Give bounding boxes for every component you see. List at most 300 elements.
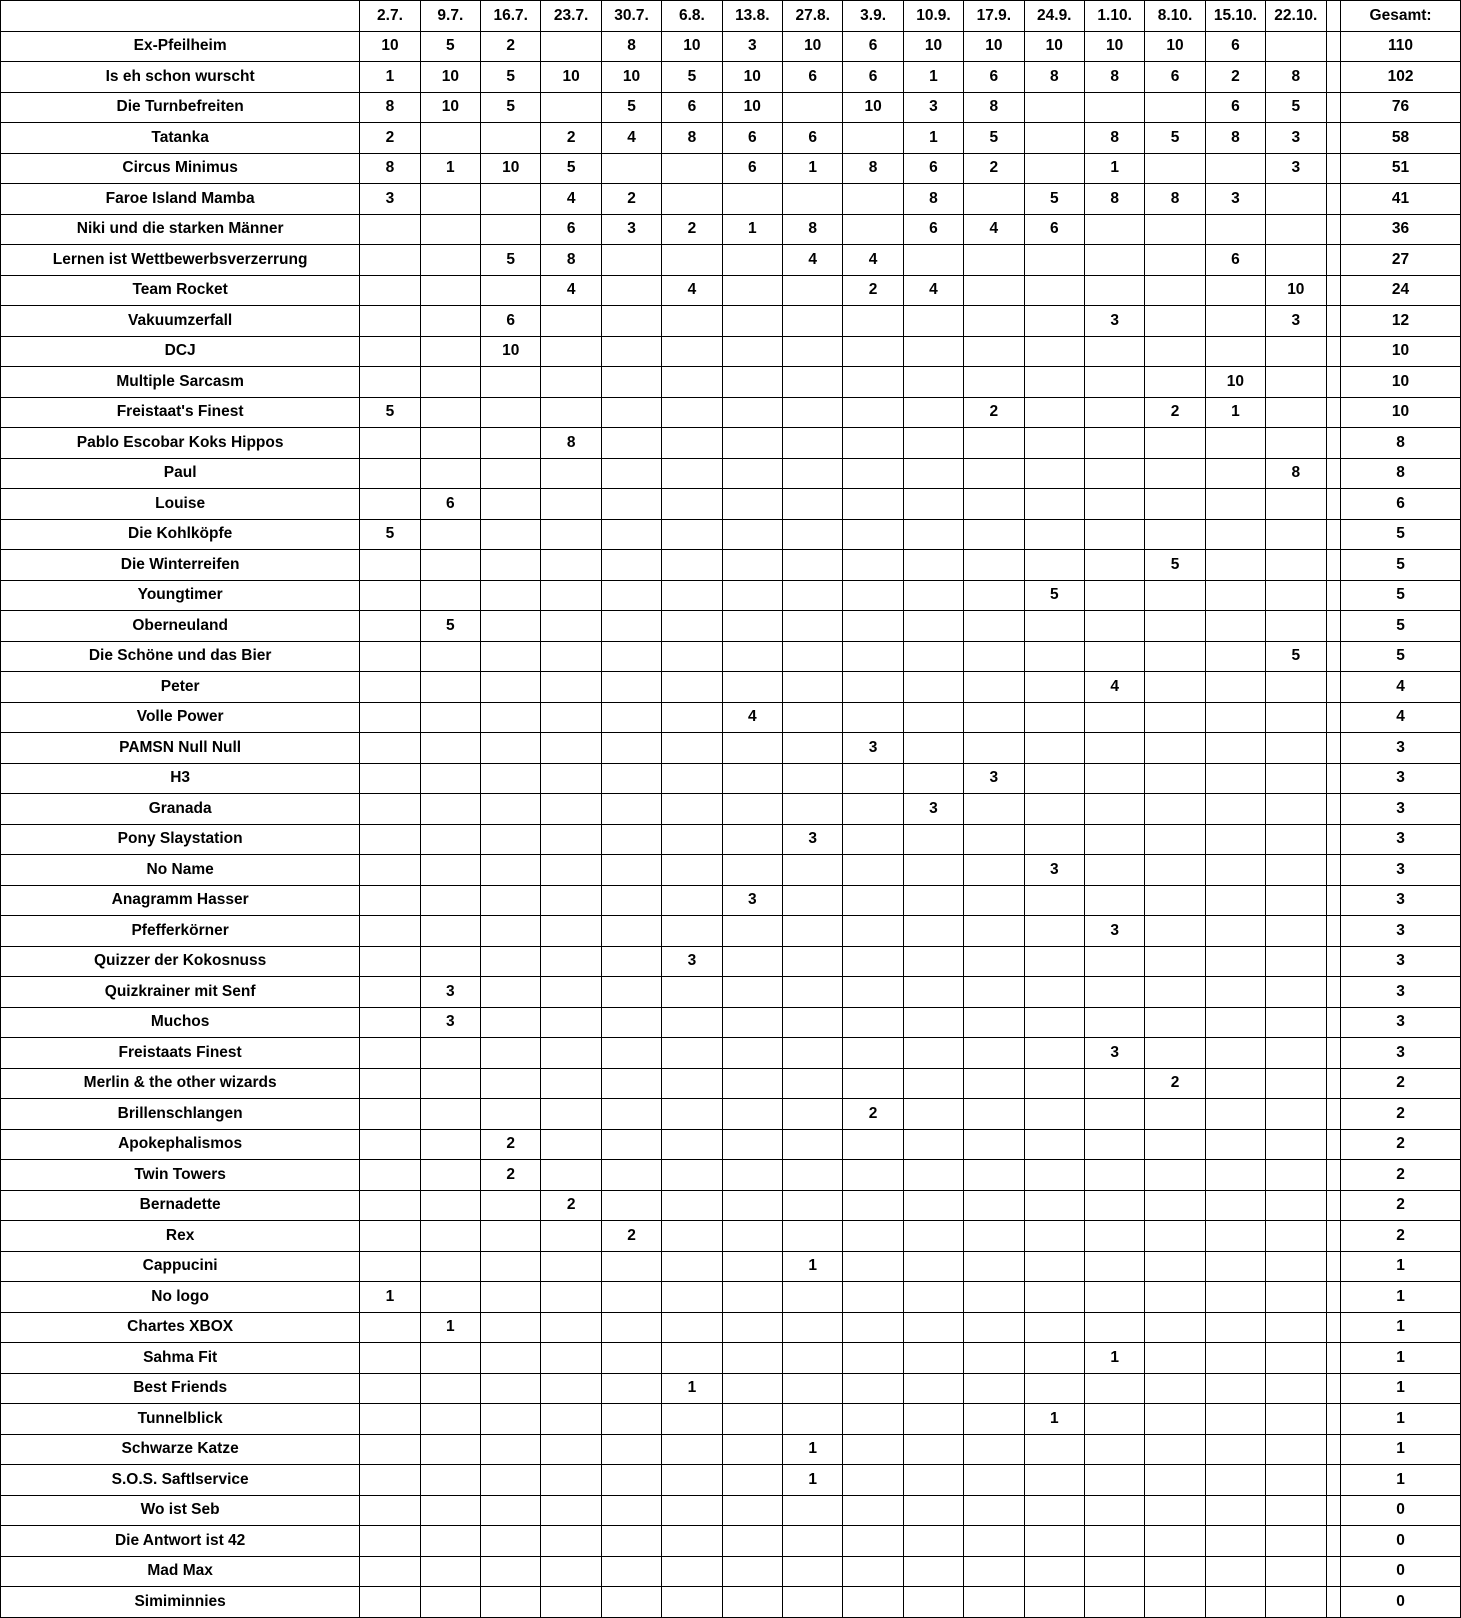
score-cell: 3 <box>903 92 963 123</box>
score-cell <box>843 1526 903 1557</box>
table-row <box>1 428 1461 459</box>
score-cell <box>1266 397 1326 428</box>
total-cell: 1 <box>1341 1404 1461 1435</box>
table-row <box>1 1404 1461 1435</box>
score-cell <box>601 397 661 428</box>
spacer-cell <box>1326 1282 1341 1313</box>
score-cell <box>662 336 722 367</box>
score-cell <box>1024 672 1084 703</box>
team-name-cell: DCJ <box>1 336 360 367</box>
score-cell <box>420 367 480 398</box>
spacer-cell <box>1326 550 1341 581</box>
score-cell <box>360 1251 420 1282</box>
score-cell <box>601 306 661 337</box>
team-name-cell: Die Winterreifen <box>1 550 360 581</box>
score-cell: 3 <box>1084 306 1144 337</box>
score-cell <box>783 611 843 642</box>
score-cell: 3 <box>601 214 661 245</box>
score-cell <box>601 733 661 764</box>
score-cell <box>481 1038 541 1069</box>
score-cell <box>964 1495 1024 1526</box>
score-cell <box>1145 519 1205 550</box>
score-cell <box>1205 428 1265 459</box>
score-cell <box>1145 1099 1205 1130</box>
table-row <box>1 1251 1461 1282</box>
score-cell: 2 <box>964 153 1024 184</box>
spacer-column <box>1326 1 1341 32</box>
score-cell <box>420 580 480 611</box>
score-cell <box>964 641 1024 672</box>
total-cell: 0 <box>1341 1556 1461 1587</box>
score-cell: 4 <box>541 184 601 215</box>
score-cell <box>1084 855 1144 886</box>
score-cell <box>722 1312 782 1343</box>
score-cell <box>964 367 1024 398</box>
score-cell <box>360 1068 420 1099</box>
score-cell: 3 <box>783 824 843 855</box>
score-cell <box>481 1434 541 1465</box>
score-cell <box>420 885 480 916</box>
score-cell <box>964 611 1024 642</box>
score-cell <box>541 1251 601 1282</box>
team-name-cell: Multiple Sarcasm <box>1 367 360 398</box>
score-cell <box>722 733 782 764</box>
score-cell <box>541 855 601 886</box>
score-cell <box>481 946 541 977</box>
score-cell <box>722 1038 782 1069</box>
score-cell <box>360 306 420 337</box>
score-cell <box>903 1495 963 1526</box>
score-cell: 6 <box>843 62 903 93</box>
score-cell <box>1266 1495 1326 1526</box>
score-cell <box>662 1556 722 1587</box>
score-cell <box>541 733 601 764</box>
score-cell <box>843 977 903 1008</box>
score-cell: 3 <box>420 1007 480 1038</box>
score-cell <box>1024 245 1084 276</box>
score-cell: 3 <box>843 733 903 764</box>
score-cell <box>662 1434 722 1465</box>
score-cell <box>481 397 541 428</box>
score-cell <box>1205 1160 1265 1191</box>
score-cell <box>1145 946 1205 977</box>
score-cell <box>1024 1190 1084 1221</box>
score-cell: 10 <box>601 62 661 93</box>
score-cell <box>481 1343 541 1374</box>
score-cell <box>843 550 903 581</box>
score-cell <box>843 1038 903 1069</box>
score-cell <box>722 489 782 520</box>
score-cell <box>903 336 963 367</box>
score-cell: 1 <box>1084 1343 1144 1374</box>
total-cell: 1 <box>1341 1282 1461 1313</box>
score-cell <box>843 1343 903 1374</box>
score-cell <box>1145 1312 1205 1343</box>
score-cell <box>964 1129 1024 1160</box>
score-cell <box>1024 1282 1084 1313</box>
table-row <box>1 946 1461 977</box>
score-cell <box>722 519 782 550</box>
score-cell <box>420 428 480 459</box>
table-row <box>1 1373 1461 1404</box>
total-cell: 5 <box>1341 580 1461 611</box>
score-cell: 6 <box>662 92 722 123</box>
score-cell <box>1024 1556 1084 1587</box>
score-cell: 10 <box>843 92 903 123</box>
score-cell <box>420 763 480 794</box>
total-cell: 2 <box>1341 1221 1461 1252</box>
table-row <box>1 1495 1461 1526</box>
score-cell: 5 <box>662 62 722 93</box>
total-cell: 1 <box>1341 1251 1461 1282</box>
score-cell <box>964 1526 1024 1557</box>
score-cell <box>1145 336 1205 367</box>
score-cell <box>1084 1312 1144 1343</box>
score-cell <box>360 1007 420 1038</box>
score-cell: 2 <box>601 1221 661 1252</box>
score-cell <box>722 916 782 947</box>
score-cell <box>662 702 722 733</box>
total-cell: 3 <box>1341 763 1461 794</box>
score-cell: 10 <box>1084 31 1144 62</box>
score-cell <box>903 489 963 520</box>
score-cell: 5 <box>420 611 480 642</box>
score-cell <box>1024 306 1084 337</box>
table-row <box>1 977 1461 1008</box>
score-cell <box>541 763 601 794</box>
spacer-cell <box>1326 641 1341 672</box>
score-cell <box>1205 306 1265 337</box>
score-cell <box>360 1465 420 1496</box>
score-cell <box>360 428 420 459</box>
score-cell: 4 <box>662 275 722 306</box>
date-column-header: 22.10. <box>1266 1 1326 32</box>
score-cell <box>481 123 541 154</box>
score-cell <box>420 275 480 306</box>
score-cell <box>1084 733 1144 764</box>
spacer-cell <box>1326 824 1341 855</box>
score-cell <box>601 946 661 977</box>
team-name-cell: Lernen ist Wettbewerbsverzerrung <box>1 245 360 276</box>
score-cell <box>481 1526 541 1557</box>
score-cell <box>1266 611 1326 642</box>
total-cell: 4 <box>1341 672 1461 703</box>
score-cell <box>662 1190 722 1221</box>
table-row <box>1 1343 1461 1374</box>
score-cell <box>903 1312 963 1343</box>
score-cell <box>1084 1465 1144 1496</box>
score-cell <box>1205 1038 1265 1069</box>
score-cell <box>783 428 843 459</box>
score-cell <box>903 397 963 428</box>
score-cell <box>964 672 1024 703</box>
score-cell <box>843 1221 903 1252</box>
table-row <box>1 1038 1461 1069</box>
score-cell <box>662 245 722 276</box>
score-cell <box>481 214 541 245</box>
table-row <box>1 184 1461 215</box>
team-name-cell: Sahma Fit <box>1 1343 360 1374</box>
score-cell <box>722 1587 782 1618</box>
spacer-cell <box>1326 31 1341 62</box>
score-cell <box>903 1404 963 1435</box>
score-cell <box>481 1373 541 1404</box>
team-name-cell: Twin Towers <box>1 1160 360 1191</box>
spacer-cell <box>1326 1587 1341 1618</box>
total-cell: 0 <box>1341 1587 1461 1618</box>
score-cell: 1 <box>783 1465 843 1496</box>
score-cell <box>964 885 1024 916</box>
total-cell: 1 <box>1341 1312 1461 1343</box>
team-name-cell: Faroe Island Mamba <box>1 184 360 215</box>
score-cell <box>783 946 843 977</box>
spacer-cell <box>1326 611 1341 642</box>
date-column-header: 3.9. <box>843 1 903 32</box>
score-cell <box>964 977 1024 1008</box>
score-cell <box>541 550 601 581</box>
total-cell: 1 <box>1341 1465 1461 1496</box>
score-cell <box>1205 1526 1265 1557</box>
spacer-cell <box>1326 184 1341 215</box>
score-cell <box>1205 977 1265 1008</box>
score-cell <box>1266 977 1326 1008</box>
score-cell <box>1266 1434 1326 1465</box>
total-cell: 12 <box>1341 306 1461 337</box>
score-cell <box>541 1282 601 1313</box>
score-cell <box>843 946 903 977</box>
score-cell: 1 <box>420 153 480 184</box>
score-cell <box>722 1068 782 1099</box>
score-cell <box>1266 1007 1326 1038</box>
score-cell <box>1145 1129 1205 1160</box>
score-cell <box>964 1343 1024 1374</box>
score-cell <box>1084 1434 1144 1465</box>
score-cell <box>783 855 843 886</box>
score-cell <box>1024 733 1084 764</box>
table-row <box>1 92 1461 123</box>
score-cell <box>1084 489 1144 520</box>
score-cell <box>843 428 903 459</box>
spacer-cell <box>1326 1404 1341 1435</box>
spacer-cell <box>1326 672 1341 703</box>
header-row <box>1 1 1461 32</box>
score-cell <box>903 550 963 581</box>
spacer-cell <box>1326 123 1341 154</box>
score-cell <box>1145 1373 1205 1404</box>
score-cell <box>601 1099 661 1130</box>
total-cell: 5 <box>1341 611 1461 642</box>
date-column-header: 10.9. <box>903 1 963 32</box>
score-cell <box>843 489 903 520</box>
score-cell <box>420 672 480 703</box>
score-cell <box>1145 824 1205 855</box>
score-cell <box>601 1373 661 1404</box>
score-cell: 10 <box>1266 275 1326 306</box>
score-cell <box>601 275 661 306</box>
score-cell <box>360 580 420 611</box>
team-name-cell: Quizzer der Kokosnuss <box>1 946 360 977</box>
table-row <box>1 794 1461 825</box>
spacer-cell <box>1326 1495 1341 1526</box>
score-cell <box>1266 1190 1326 1221</box>
score-cell: 3 <box>1266 153 1326 184</box>
score-cell: 4 <box>783 245 843 276</box>
spacer-cell <box>1326 458 1341 489</box>
table-row <box>1 489 1461 520</box>
score-cell <box>420 123 480 154</box>
score-cell <box>662 1282 722 1313</box>
score-cell <box>481 794 541 825</box>
score-cell <box>1024 946 1084 977</box>
score-cell <box>1024 1099 1084 1130</box>
date-column-header: 27.8. <box>783 1 843 32</box>
score-cell: 6 <box>722 123 782 154</box>
score-cell <box>360 1404 420 1435</box>
score-cell <box>903 1038 963 1069</box>
score-cell <box>1145 977 1205 1008</box>
score-cell <box>903 1129 963 1160</box>
score-cell <box>1024 1587 1084 1618</box>
score-cell <box>843 641 903 672</box>
score-cell <box>1205 824 1265 855</box>
score-cell <box>601 336 661 367</box>
score-cell <box>541 1526 601 1557</box>
team-name-cell: Best Friends <box>1 1373 360 1404</box>
score-cell <box>1145 672 1205 703</box>
score-cell <box>964 1587 1024 1618</box>
score-cell <box>541 611 601 642</box>
team-name-cell: Pony Slaystation <box>1 824 360 855</box>
date-column-header: 6.8. <box>662 1 722 32</box>
score-cell <box>601 153 661 184</box>
score-cell <box>662 1343 722 1374</box>
table-row <box>1 1221 1461 1252</box>
score-cell <box>1024 153 1084 184</box>
score-cell <box>843 916 903 947</box>
score-cell <box>903 702 963 733</box>
score-cell <box>964 1160 1024 1191</box>
spacer-cell <box>1326 336 1341 367</box>
score-cell <box>722 1495 782 1526</box>
score-cell <box>662 489 722 520</box>
score-cell <box>420 245 480 276</box>
score-cell <box>420 519 480 550</box>
score-cell <box>481 1465 541 1496</box>
team-name-cell: H3 <box>1 763 360 794</box>
score-cell <box>541 1404 601 1435</box>
score-cell <box>360 702 420 733</box>
table-row <box>1 733 1461 764</box>
total-cell: 3 <box>1341 1038 1461 1069</box>
score-cell <box>541 824 601 855</box>
score-cell <box>662 1129 722 1160</box>
score-cell <box>481 458 541 489</box>
score-cell <box>420 1434 480 1465</box>
score-cell <box>1266 946 1326 977</box>
score-cell <box>420 1251 480 1282</box>
score-cell <box>360 1587 420 1618</box>
total-cell: 3 <box>1341 794 1461 825</box>
score-cell <box>843 184 903 215</box>
score-cell <box>481 641 541 672</box>
table-row <box>1 1434 1461 1465</box>
score-cell <box>662 855 722 886</box>
score-cell <box>601 794 661 825</box>
score-cell <box>1205 916 1265 947</box>
total-cell: 2 <box>1341 1099 1461 1130</box>
score-cell <box>481 1312 541 1343</box>
score-cell <box>1145 1343 1205 1374</box>
score-cell <box>903 1251 963 1282</box>
total-cell: 3 <box>1341 1007 1461 1038</box>
table-row <box>1 458 1461 489</box>
score-cell <box>601 1526 661 1557</box>
score-cell <box>1145 275 1205 306</box>
score-cell <box>662 1587 722 1618</box>
score-cell <box>783 1282 843 1313</box>
score-cell <box>1024 550 1084 581</box>
score-cell <box>1024 1068 1084 1099</box>
team-name-cell: Pfefferkörner <box>1 916 360 947</box>
score-cell <box>903 1526 963 1557</box>
score-cell <box>843 580 903 611</box>
score-cell <box>1024 824 1084 855</box>
score-cell: 2 <box>360 123 420 154</box>
spacer-cell <box>1326 1129 1341 1160</box>
spacer-cell <box>1326 1465 1341 1496</box>
score-cell <box>1024 1526 1084 1557</box>
score-cell <box>662 977 722 1008</box>
score-cell: 8 <box>1266 458 1326 489</box>
score-cell <box>360 1373 420 1404</box>
score-cell <box>843 855 903 886</box>
total-cell: 10 <box>1341 397 1461 428</box>
score-cell <box>722 1282 782 1313</box>
score-cell <box>541 1221 601 1252</box>
score-cell <box>964 824 1024 855</box>
score-cell <box>1024 1160 1084 1191</box>
score-cell: 5 <box>601 92 661 123</box>
score-cell <box>541 1129 601 1160</box>
score-cell <box>1024 1373 1084 1404</box>
score-cell: 8 <box>541 428 601 459</box>
score-cell <box>843 1434 903 1465</box>
score-cell <box>783 672 843 703</box>
score-cell <box>601 763 661 794</box>
score-cell <box>662 1160 722 1191</box>
score-cell <box>1205 1343 1265 1374</box>
score-cell <box>1205 214 1265 245</box>
score-cell: 10 <box>1145 31 1205 62</box>
score-cell <box>662 184 722 215</box>
score-cell <box>360 733 420 764</box>
score-cell: 2 <box>843 1099 903 1130</box>
table-row <box>1 1282 1461 1313</box>
score-cell: 1 <box>1084 153 1144 184</box>
score-cell <box>964 1373 1024 1404</box>
score-cell: 4 <box>843 245 903 276</box>
score-cell <box>843 1190 903 1221</box>
score-cell <box>783 275 843 306</box>
team-name-cell: Tatanka <box>1 123 360 154</box>
score-cell <box>1145 1526 1205 1557</box>
score-cell <box>601 1068 661 1099</box>
score-cell <box>360 855 420 886</box>
score-cell <box>1205 946 1265 977</box>
score-cell: 4 <box>903 275 963 306</box>
score-cell: 5 <box>1266 92 1326 123</box>
score-cell <box>481 519 541 550</box>
